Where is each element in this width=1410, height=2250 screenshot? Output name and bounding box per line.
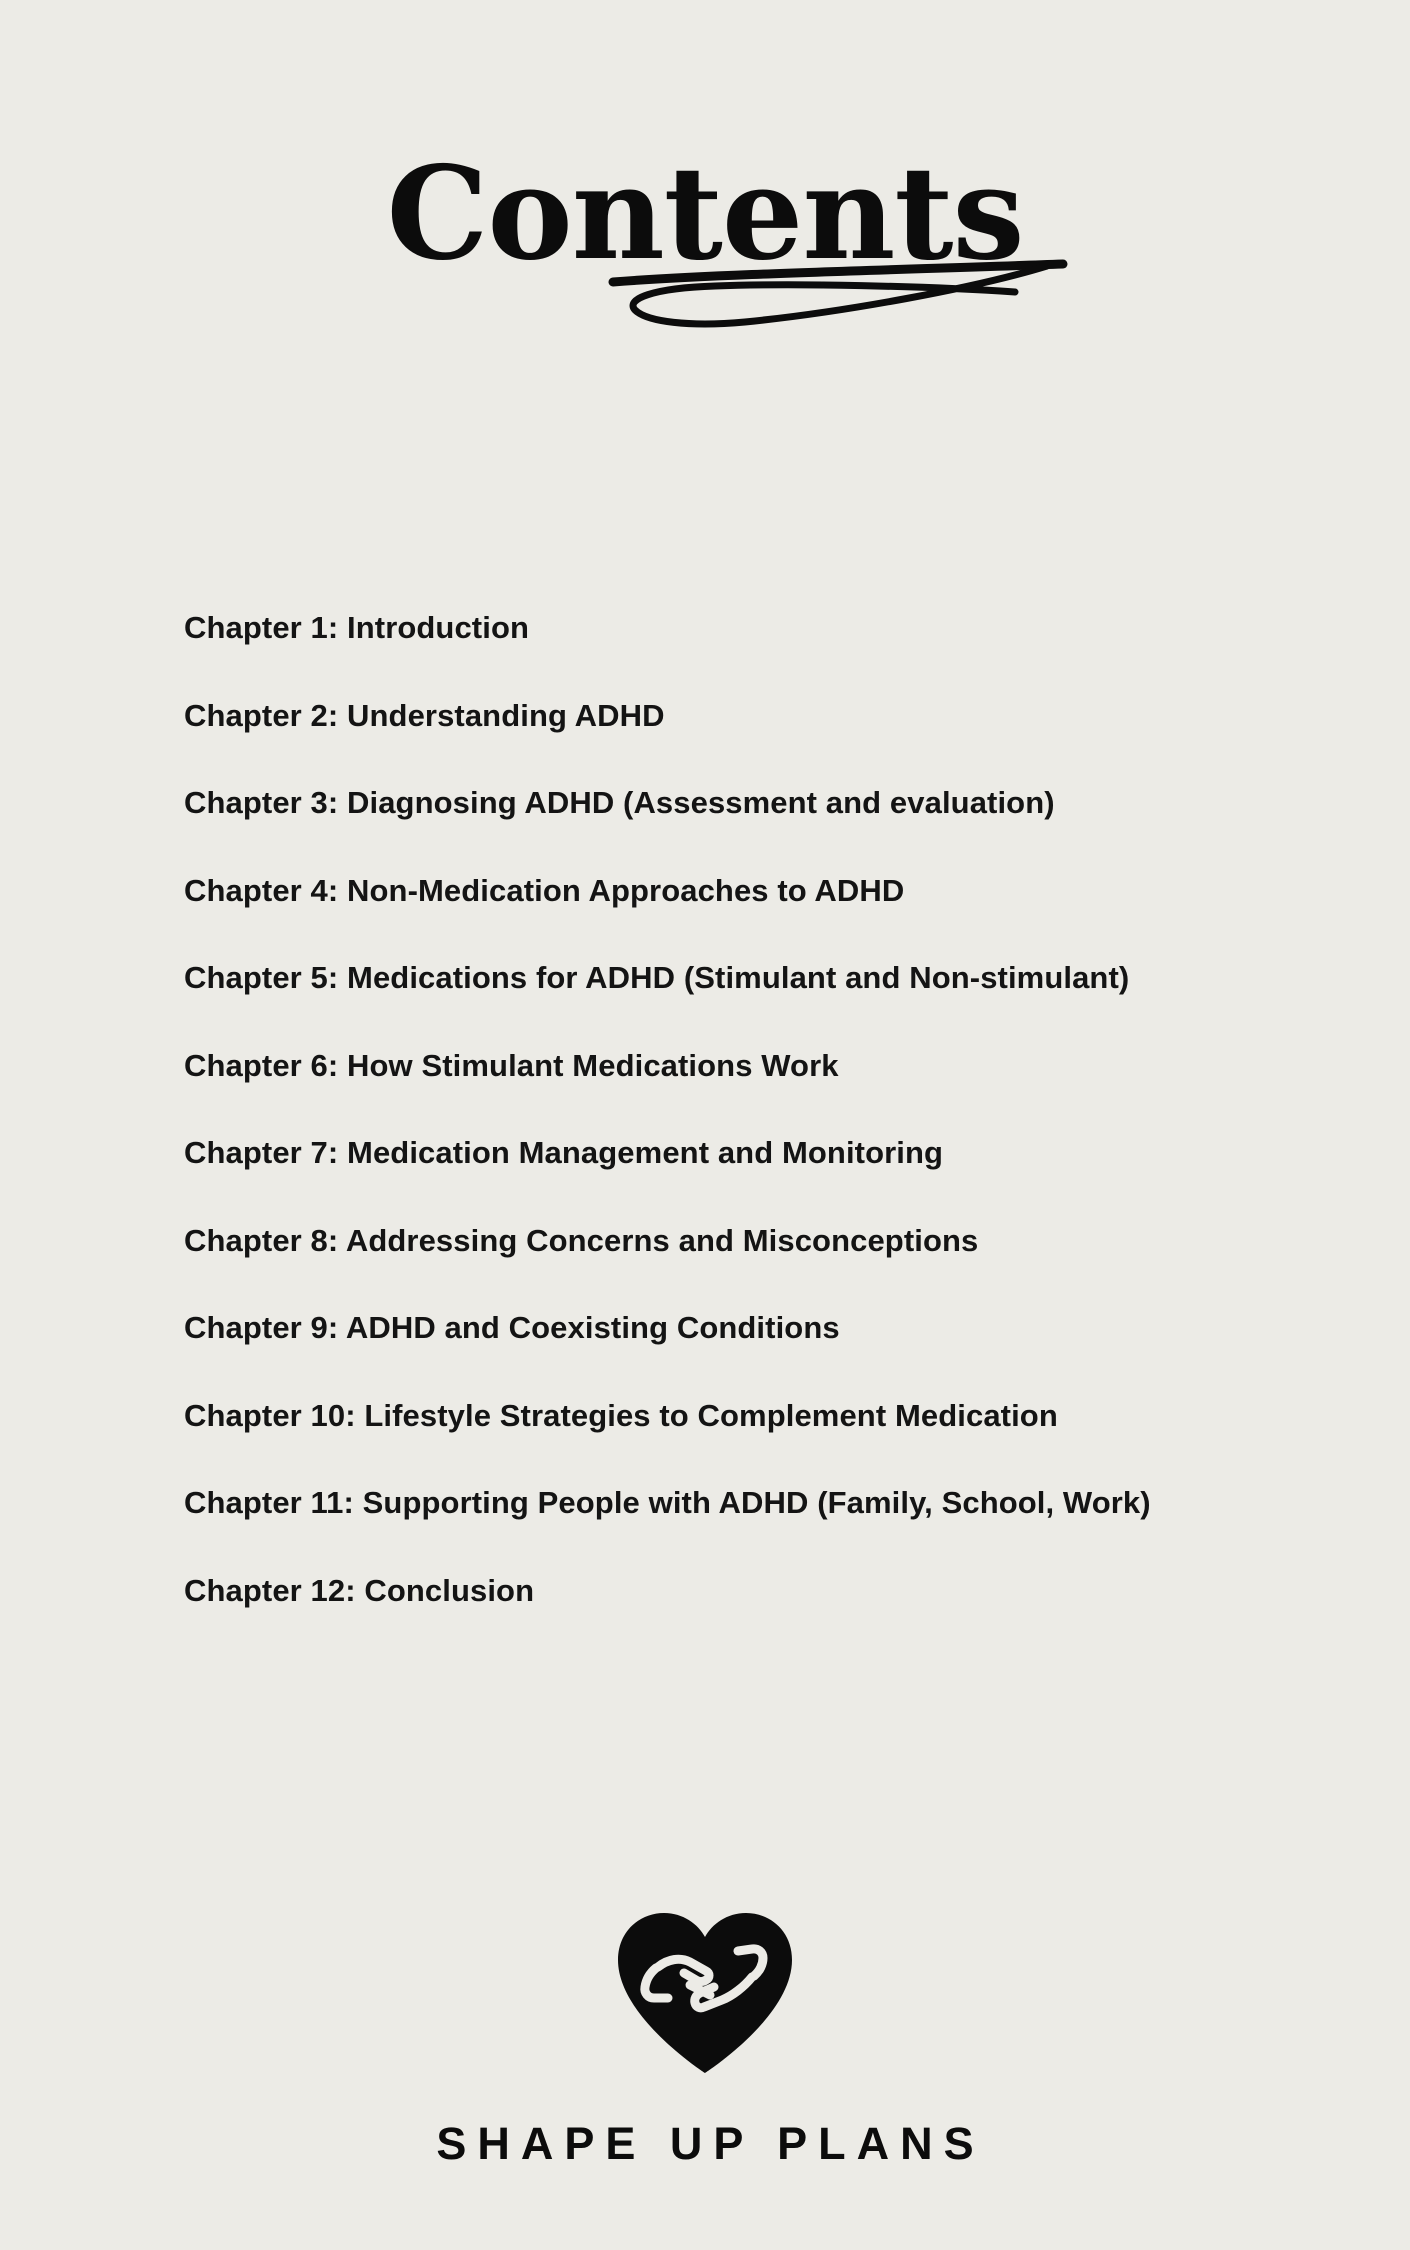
page-title-block [0, 139, 1410, 289]
list-item[interactable]: Chapter 10: Lifestyle Strategies to Complement Medication [184, 1397, 1058, 1433]
list-item[interactable]: Chapter 2: Understanding ADHD [184, 697, 665, 733]
title-wrap [380, 139, 1029, 289]
list-item[interactable]: Chapter 9: ADHD and Coexisting Conditions [184, 1310, 840, 1345]
table-of-contents [184, 612, 1324, 1662]
list-item[interactable]: Chapter 5: Medications for ADHD (Stimulant and Non-stimulant) [184, 960, 1130, 995]
list-item[interactable]: Chapter 7: Medication Management and Monitoring [184, 1135, 944, 1170]
list-item[interactable]: Chapter 3: Diagnosing ADHD (Assessment and evaluation) [184, 785, 1055, 820]
heart-handshake-icon [610, 1905, 800, 2080]
list-item[interactable]: Chapter 11: Supporting People with ADHD (Family, School, Work) [184, 1485, 1151, 1520]
list-item[interactable]: Chapter 4: Non-Medication Approaches to ADHD [184, 872, 905, 908]
page-title: Contents [386, 139, 1024, 289]
footer [0, 1905, 1410, 2170]
list-item[interactable]: Chapter 8: Addressing Concerns and Misconceptions [184, 1222, 979, 1258]
brand-name: SHAPE UP PLANS [436, 2118, 985, 2169]
list-item[interactable]: Chapter 12: Conclusion [184, 1572, 535, 1608]
list-item[interactable]: Chapter 1: Introduction [184, 610, 530, 645]
list-item[interactable]: Chapter 6: How Stimulant Medications Work [184, 1047, 839, 1083]
